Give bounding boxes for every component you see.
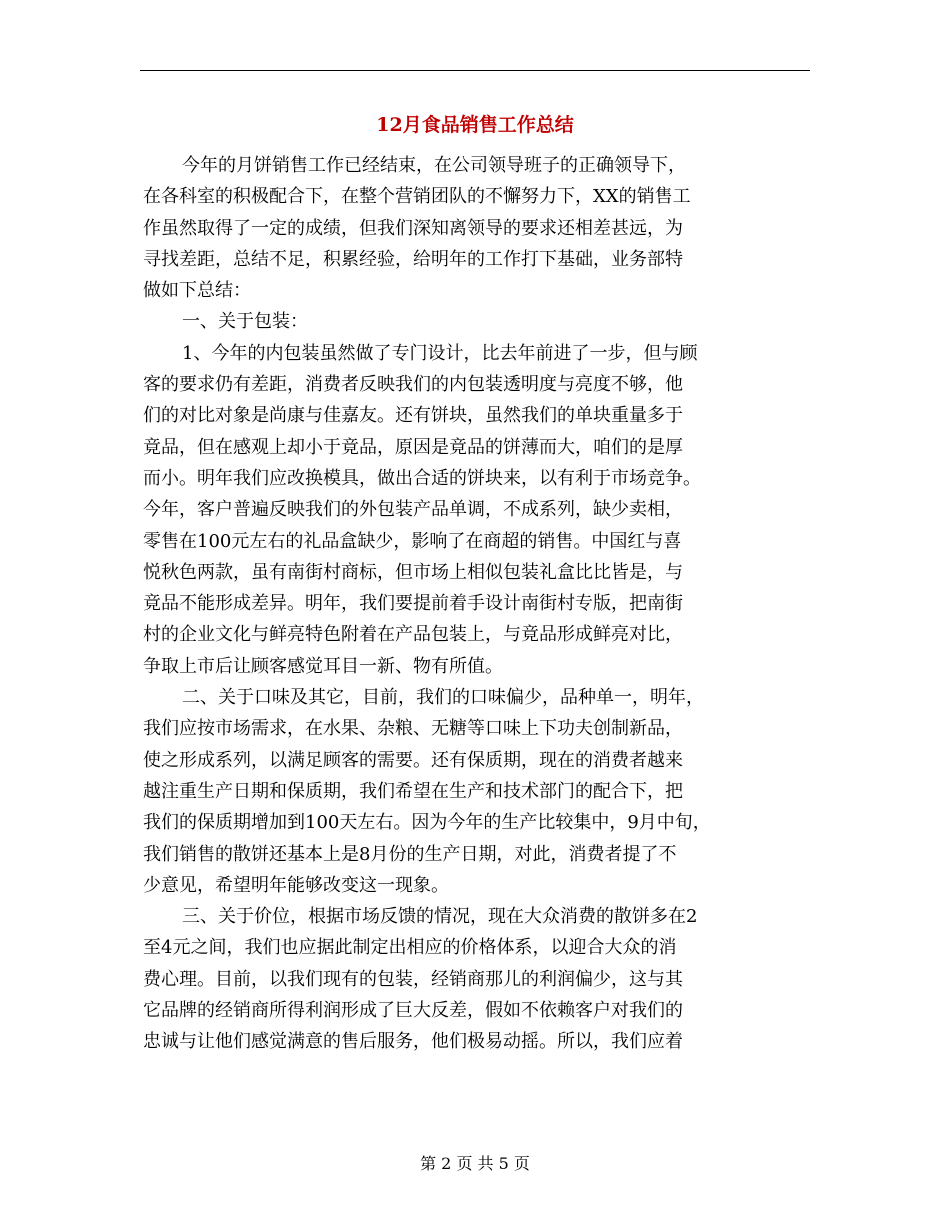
document-body [143, 150, 823, 1058]
document-title: 12月食品销售工作总结 [376, 114, 574, 136]
text-line: 客的要求仍有差距，消费者反映我们的内包装透明度与亮度不够，他 [143, 374, 683, 396]
text-line: 费心理。目前，以我们现有的包装，经销商那儿的利润偏少，这与其 [143, 968, 683, 990]
text-line: 二、关于口味及其它，目前，我们的口味偏少，品种单一，明年， [182, 687, 704, 709]
text-line: 作虽然取得了一定的成绩，但我们深知离领导的要求还相差甚远，为 [143, 217, 683, 239]
text-line: 寻找差距，总结不足，积累经验，给明年的工作打下基础，业务部特 [143, 248, 683, 270]
text-line: 们的对比对象是尚康与佳嘉友。还有饼块，虽然我们的单块重量多于 [143, 405, 683, 427]
text-line: 做如下总结： [143, 280, 251, 302]
text-line: 悦秋色两款，虽有南街村商标，但市场上相似包装礼盒比比皆是，与 [143, 561, 683, 583]
text-line: 使之形成系列，以满足顾客的需要。还有保质期，现在的消费者越来 [143, 749, 683, 771]
section-heading-packaging: 一、关于包装： [182, 311, 308, 333]
text-line: 我们应按市场需求，在水果、杂粮、无糖等口味上下功夫创制新品， [143, 718, 683, 740]
text-line: 它品牌的经销商所得利润形成了巨大反差，假如不依赖客户对我们的 [143, 1000, 683, 1022]
text-line: 零售在100元左右的礼品盒缺少，影响了在商超的销售。中国红与喜 [143, 530, 682, 552]
text-line: 三、关于价位，根据市场反馈的情况，现在大众消费的散饼多在2 [182, 906, 698, 928]
text-line: 1、今年的内包装虽然做了专门设计，比去年前进了一步，但与顾 [182, 342, 698, 364]
text-line: 竟品不能形成差异。明年，我们要提前着手设计南街村专版，把南街 [143, 593, 683, 615]
page-number-footer: 第 2 页 共 5 页 [420, 1154, 530, 1173]
text-line: 竟品，但在感观上却小于竟品，原因是竟品的饼薄而大，咱们的是厚 [143, 436, 683, 458]
text-line: 在各科室的积极配合下，在整个营销团队的不懈努力下，XX的销售工 [143, 186, 691, 208]
text-line: 少意见，希望明年能够改变这一现象。 [143, 874, 449, 896]
text-line: 忠诚与让他们感觉满意的售后服务，他们极易动摇。所以，我们应着 [143, 1031, 683, 1053]
text-line: 而小。明年我们应改换模具，做出合适的饼块来，以有利于市场竞争。 [143, 467, 701, 489]
text-line: 今年，客户普遍反映我们的外包装产品单调，不成系列，缺少卖相， [143, 499, 683, 521]
text-line: 至4元之间，我们也应据此制定出相应的价格体系，以迎合大众的消 [143, 937, 677, 959]
text-line: 越注重生产日期和保质期，我们希望在生产和技术部门的配合下，把 [143, 780, 683, 802]
text-line: 我们的保质期增加到100天左右。因为今年的生产比较集中，9月中旬， [143, 812, 711, 834]
header-rule [140, 70, 810, 71]
text-line: 村的企业文化与鲜亮特色附着在产品包装上，与竟品形成鲜亮对比， [143, 624, 683, 646]
text-line: 争取上市后让顾客感觉耳目一新、物有所值。 [143, 655, 503, 677]
text-line: 今年的月饼销售工作已经结束，在公司领导班子的正确领导下， [182, 155, 686, 176]
text-line: 我们销售的散饼还基本上是8月份的生产日期，对此，消费者提了不 [143, 843, 677, 865]
